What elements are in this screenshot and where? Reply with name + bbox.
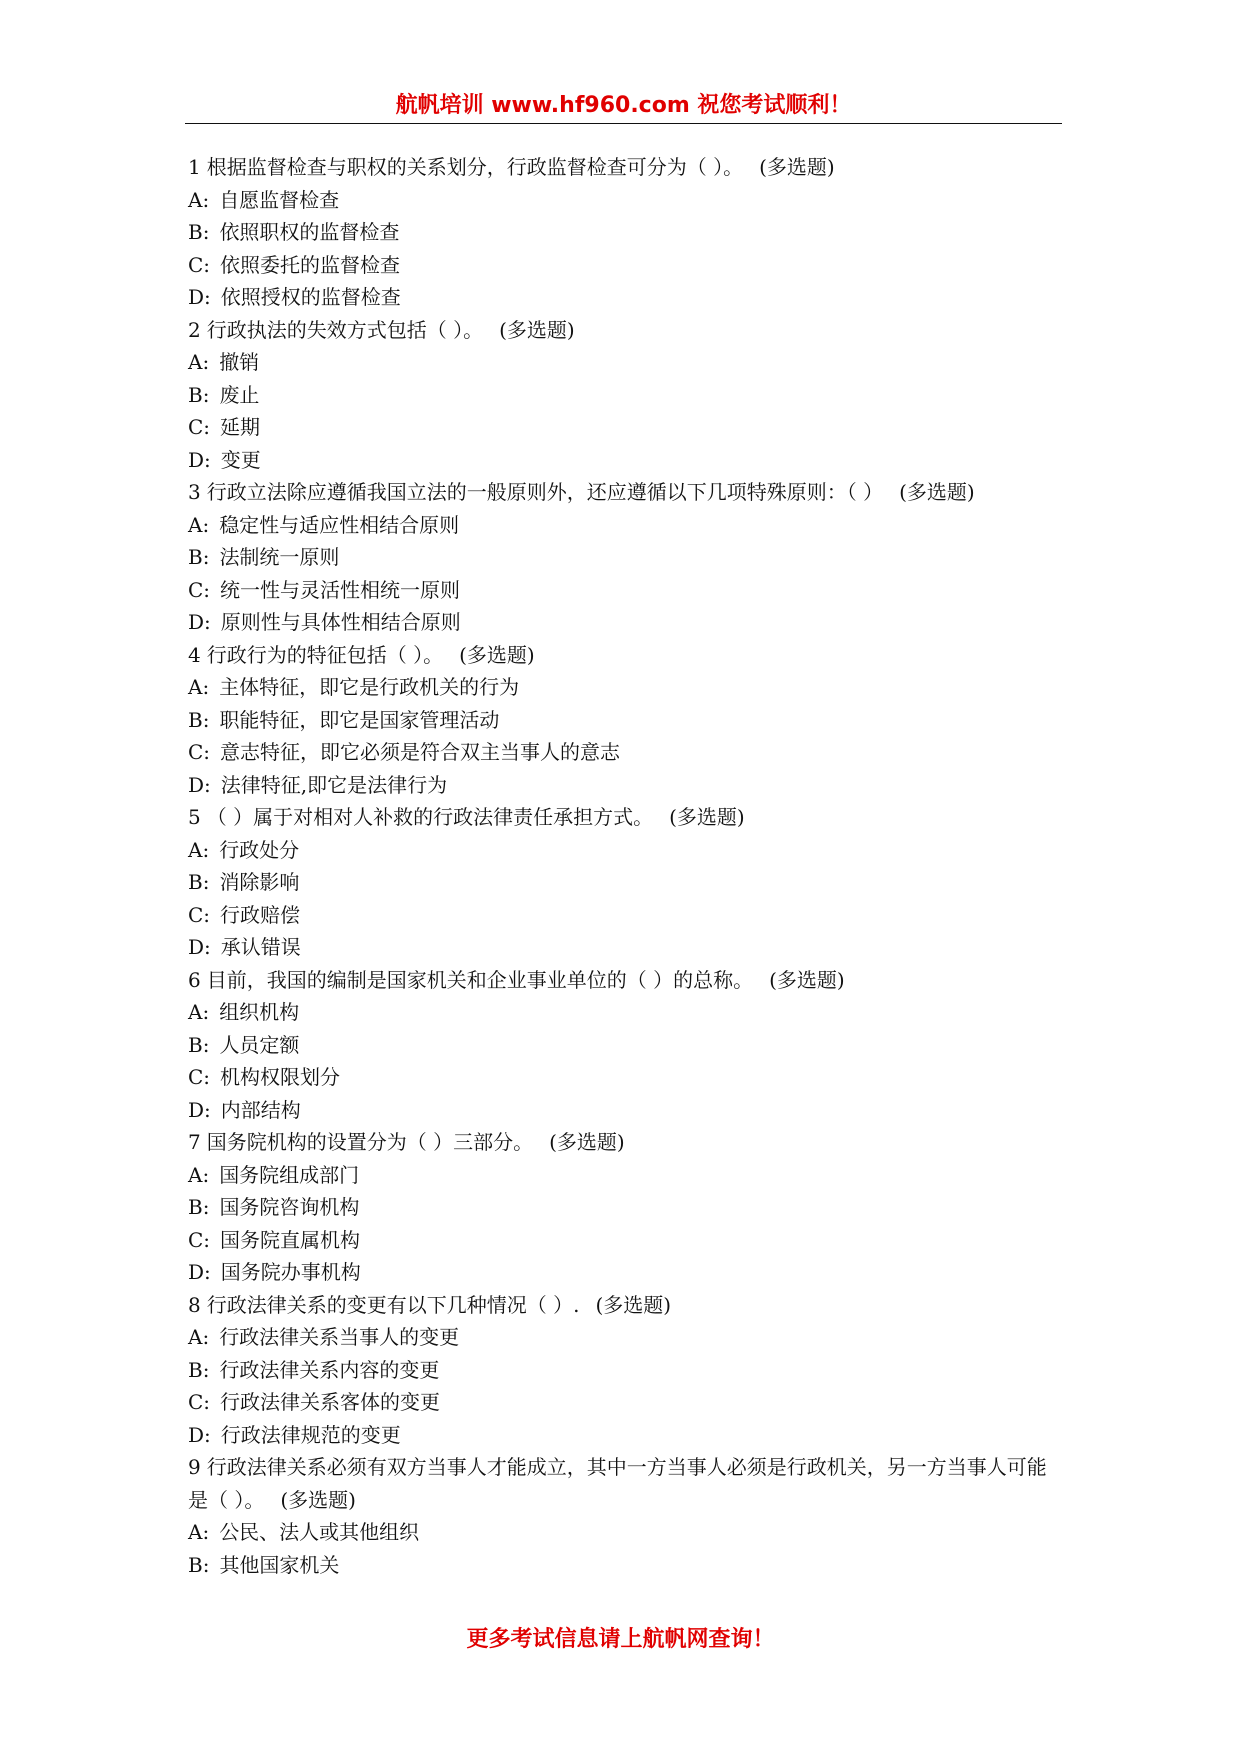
answer-option [188,444,1066,477]
option-text: 统一性与灵活性相统一原则 [220,577,461,602]
option-letter: B: [188,1032,210,1057]
answer-option [188,411,1066,444]
answer-option [188,1061,1066,1094]
option-text: 行政法律关系当事人的变更 [219,1325,460,1349]
option-letter: C: [188,740,211,764]
option-text: 稳定性与适应性相结合原则 [219,512,460,537]
answer-option [188,736,1066,769]
question-text: 根据监督检查与职权的关系划分，行政监督检查可分为（ ）。 [206,155,744,179]
answer-option [188,509,1066,542]
question-number: 6 [188,967,201,992]
question-stem [188,1289,1066,1322]
option-text: 自愿监督检查 [219,187,340,212]
option-text: 撤销 [219,350,260,374]
answer-option [188,249,1066,282]
question-number: 1 [188,155,201,179]
option-letter: D: [188,1260,211,1284]
option-letter: A: [188,1325,210,1349]
answer-option [188,574,1066,607]
question-text: 行政行为的特征包括（ ）。 [206,642,444,667]
option-text: 承认错误 [220,935,301,959]
answer-option [188,1321,1066,1354]
option-letter: A: [188,1000,210,1024]
answer-option [188,931,1066,964]
option-letter: C: [188,902,211,927]
question-list [188,151,1066,1581]
option-letter: A: [188,350,210,374]
option-text: 组织机构 [219,1000,300,1024]
answer-option [188,216,1066,249]
answer-option [188,1191,1066,1224]
answer-option [188,866,1066,899]
option-letter: B: [188,220,210,244]
option-text: 机构权限划分 [220,1065,341,1089]
option-text: 国务院咨询机构 [219,1195,360,1219]
option-letter: A: [188,512,210,537]
question-number: 8 [188,1292,201,1317]
answer-option [188,281,1066,314]
question-text: 国务院机构的设置分为（ ）三部分。 [206,1130,534,1154]
option-letter: A: [188,187,210,212]
answer-option [188,346,1066,379]
question-type-tag: (多选题) [669,805,745,829]
answer-option [188,1386,1066,1419]
question-type-tag: (多选题) [549,1130,625,1154]
question-stem [188,964,1066,997]
option-text: 依照职权的监督检查 [219,220,400,244]
question-text: 目前，我国的编制是国家机关和企业事业单位的（ ）的总称。 [206,967,754,992]
answer-option [188,769,1066,802]
option-text: 国务院直属机构 [220,1227,361,1252]
answer-option [188,1256,1066,1289]
question-stem [188,314,1066,347]
question-type-tag: (多选题) [595,1292,672,1317]
option-text: 行政处分 [219,837,300,862]
option-letter: B: [188,1195,210,1219]
question-number: 4 [188,642,201,667]
option-text: 行政法律规范的变更 [220,1422,401,1447]
option-text: 国务院组成部门 [219,1162,360,1187]
option-text: 延期 [220,415,261,439]
option-letter: B: [188,707,210,732]
question-stem [188,639,1066,672]
option-letter: B: [188,870,210,894]
answer-option [188,1549,1066,1582]
option-letter: D: [188,285,211,309]
question-stem [188,151,1066,184]
option-letter: B: [188,545,210,569]
option-letter: C: [188,252,211,277]
question-text: 行政立法除应遵循我国立法的一般原则外，还应遵循以下几项特殊原则：（ ） [206,480,884,504]
answer-option [188,1224,1066,1257]
answer-option [188,1516,1066,1549]
option-letter: B: [188,1552,210,1577]
option-letter: B: [188,382,210,407]
question-type-tag: (多选题) [769,967,845,992]
option-text: 行政法律关系客体的变更 [220,1390,441,1414]
question-number: 2 [188,317,201,342]
option-letter: A: [188,1162,210,1187]
answer-option [188,184,1066,217]
option-text: 法律特征,即它是法律行为 [220,772,448,797]
question-number: 5 [188,805,201,829]
answer-option [188,704,1066,737]
option-letter: A: [188,675,210,699]
option-letter: B: [188,1357,210,1382]
question-text: 行政法律关系必须有双方当事人才能成立，其中一方当事人必须是行政机关，另一方当事人可能是（ ）。 [188,1455,1047,1512]
question-stem [188,1451,1066,1516]
option-letter: D: [188,1097,211,1122]
option-text: 公民、法人或其他组织 [219,1520,420,1544]
answer-option [188,996,1066,1029]
question-number: 7 [188,1130,201,1154]
option-text: 消除影响 [219,870,300,894]
option-text: 行政法律关系内容的变更 [219,1357,440,1382]
option-letter: C: [188,1390,211,1414]
question-stem [188,801,1066,834]
option-letter: D: [188,935,211,959]
question-type-tag: (多选题) [759,155,835,179]
option-text: 意志特征，即它必须是符合双主当事人的意志 [220,740,621,764]
answer-option [188,834,1066,867]
option-text: 法制统一原则 [219,545,340,569]
option-text: 内部结构 [220,1097,301,1122]
option-letter: C: [188,1065,211,1089]
question-text: 行政执法的失效方式包括（ ）。 [206,317,484,342]
question-text: （ ）属于对相对人补救的行政法律责任承担方式。 [206,805,654,829]
answer-option [188,379,1066,412]
option-text: 依照委托的监督检查 [220,252,401,277]
answer-option [188,541,1066,574]
option-text: 行政赔偿 [220,902,301,927]
question-stem [188,1126,1066,1159]
option-text: 国务院办事机构 [220,1260,361,1284]
answer-option [188,1159,1066,1192]
option-text: 职能特征，即它是国家管理活动 [219,707,500,732]
question-text: 行政法律关系的变更有以下几种情况（ ）. [206,1292,580,1317]
answer-option [188,1029,1066,1062]
page-footer: 更多考试信息请上航帆网查询！ [466,1627,775,1652]
question-type-tag: (多选题) [459,642,535,667]
option-text: 变更 [220,447,261,472]
option-letter: D: [188,1422,211,1447]
answer-option [188,671,1066,704]
page-header: 航帆培训 www.hf960.com 祝您考试顺利！ [395,93,852,118]
answer-option [188,1354,1066,1387]
option-letter: D: [188,447,211,472]
option-text: 废止 [219,382,260,407]
option-letter: C: [188,415,211,439]
option-letter: D: [188,772,211,797]
question-type-tag: (多选题) [280,1487,356,1512]
header-divider [185,123,1062,124]
option-text: 主体特征，即它是行政机关的行为 [219,675,520,699]
option-letter: C: [188,577,211,602]
question-type-tag: (多选题) [499,317,575,342]
answer-option [188,1419,1066,1452]
option-text: 人员定额 [219,1032,300,1057]
option-text: 原则性与具体性相结合原则 [220,610,461,634]
option-letter: D: [188,610,211,634]
question-number: 3 [188,480,201,504]
question-stem [188,476,1066,509]
question-type-tag: (多选题) [899,480,975,504]
answer-option [188,606,1066,639]
option-text: 其他国家机关 [219,1552,340,1577]
option-text: 依照授权的监督检查 [220,285,401,309]
answer-option [188,899,1066,932]
option-letter: A: [188,837,210,862]
option-letter: C: [188,1227,211,1252]
answer-option [188,1094,1066,1127]
option-letter: A: [188,1520,210,1544]
question-number: 9 [188,1455,201,1479]
